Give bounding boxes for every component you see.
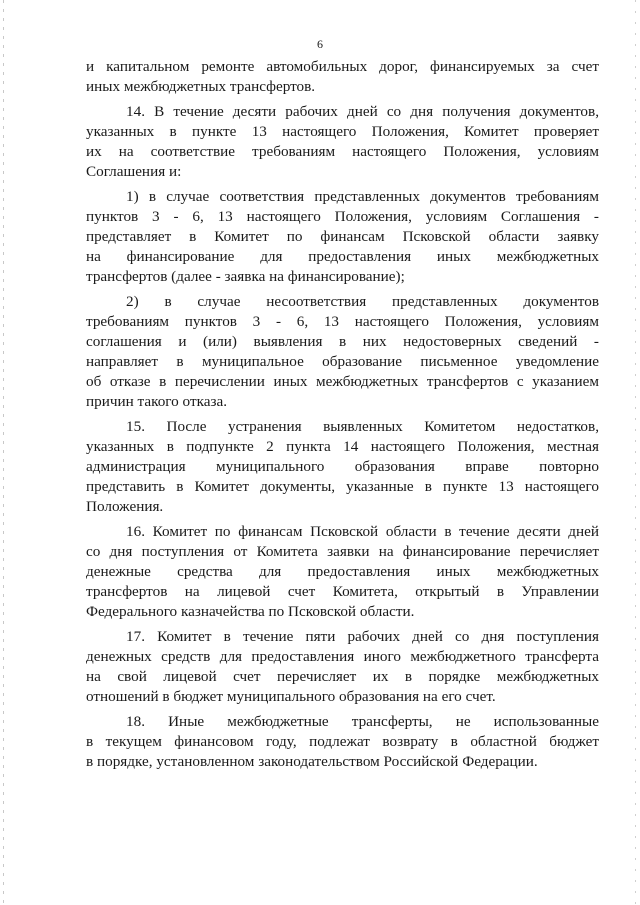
text-line: соглашения и (или) выявления в них недостоверных сведений - (86, 333, 599, 350)
text-line: 1) в случае соответствия представленных документов требованиям (126, 188, 599, 205)
text-line: денежные средства для предоставления иных межбюджетных (86, 563, 599, 580)
text-line: 14. В течение десяти рабочих дней со дня получения документов, (126, 103, 599, 120)
text-line: указанных в пункте 13 настоящего Положения, Комитет проверяет (86, 123, 599, 140)
document-body (86, 57, 599, 772)
paragraph-item-14-2 (86, 292, 599, 412)
text-line: указанных в подпункте 2 пункта 14 настоящего Положения, местная (86, 438, 599, 455)
text-line: со дня поступления от Комитета заявки на финансирование перечисляет (86, 543, 599, 560)
text-line: причин такого отказа. (86, 393, 228, 410)
text-line: трансфертов на лицевой счет Комитета, открытый в Управлении (86, 583, 599, 600)
text-line: трансфертов (далее - заявка на финансирование); (86, 268, 405, 285)
paragraph-item-15 (86, 417, 599, 517)
text-line: представить в Комитет документы, указанные в пункте 13 настоящего (86, 478, 599, 495)
paragraph-item-17 (86, 627, 599, 707)
text-line: представляет в Комитет по финансам Псковской области заявку (86, 228, 599, 245)
text-line: денежных средств для предоставления иного межбюджетного трансферта (86, 648, 599, 665)
text-line: требованиям пунктов 3 - 6, 13 настоящего Положения, условиям (86, 313, 599, 330)
text-line: 17. Комитет в течение пяти рабочих дней со дня поступления (126, 628, 599, 645)
text-line: отношений в бюджет муниципального образования на его счет. (86, 688, 496, 705)
text-line: 15. После устранения выявленных Комитетом недостатков, (126, 418, 599, 435)
text-line: 18. Иные межбюджетные трансферты, не использованные (126, 713, 599, 730)
text-line: и капитальном ремонте автомобильных дорог, финансируемых за счет (86, 58, 599, 75)
paragraph-item-14-1 (86, 187, 599, 287)
paragraph-item-16 (86, 522, 599, 622)
text-line: об отказе в перечислении иных межбюджетных трансфертов с указанием (86, 373, 599, 390)
text-line: Соглашения и: (86, 163, 182, 180)
paragraph-item-18 (86, 712, 599, 772)
text-line: их на соответствие требованиям настоящего Положения, условиям (86, 143, 599, 160)
text-line: на финансирование для предоставления иных межбюджетных (86, 248, 599, 265)
text-line: в порядке, установленном законодательством Российской Федерации. (86, 753, 538, 770)
paragraph-item-14 (86, 102, 599, 182)
text-line: иных межбюджетных трансфертов. (86, 78, 316, 95)
text-line: администрация муниципального образования вправе повторно (86, 458, 599, 475)
text-line: на свой лицевой счет перечисляет их в порядке межбюджетных (86, 668, 599, 685)
scan-edge-right (635, 0, 636, 905)
text-line: Федерального казначейства по Псковской области. (86, 603, 415, 620)
text-line: 16. Комитет по финансам Псковской области в течение десяти дней (126, 523, 599, 540)
page-number: 6 (317, 37, 323, 51)
scan-edge-left (3, 0, 4, 905)
text-line: в текущем финансовом году, подлежат возврату в областной бюджет (86, 733, 599, 750)
paragraph-continuation (86, 57, 599, 97)
text-line: направляет в муниципальное образование письменное уведомление (86, 353, 599, 370)
text-line: Положения. (86, 498, 164, 515)
text-line: 2) в случае несоответствия представленных документов (126, 293, 599, 310)
text-line: пунктов 3 - 6, 13 настоящего Положения, условиям Соглашения - (86, 208, 599, 225)
